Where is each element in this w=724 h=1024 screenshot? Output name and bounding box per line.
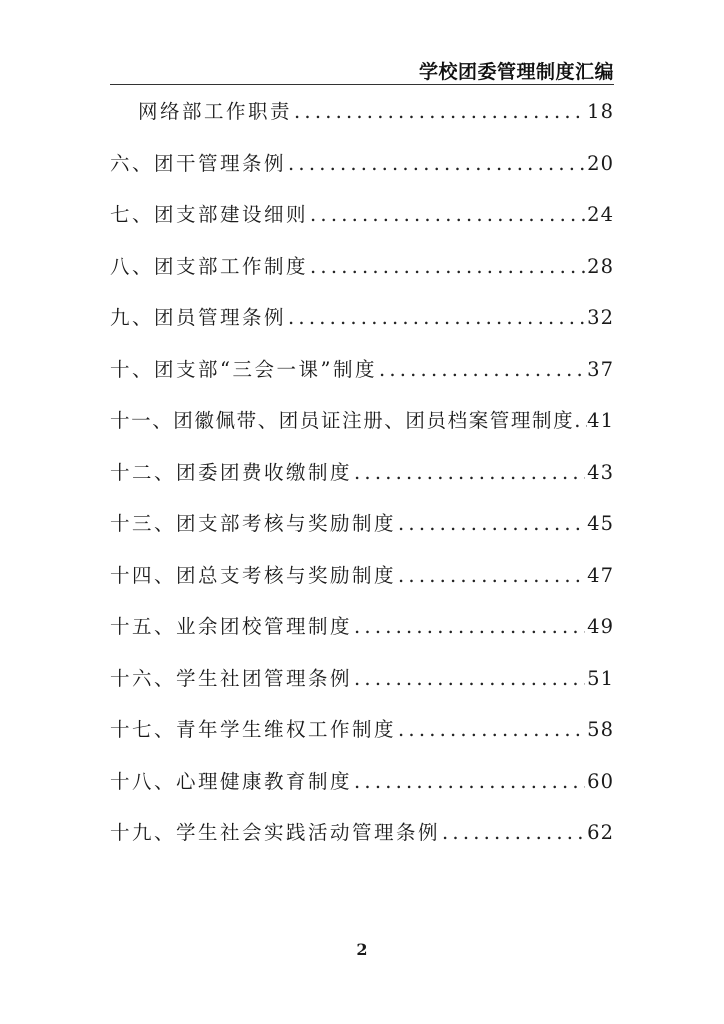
toc-entry-page: 51 <box>587 666 614 690</box>
toc-entry-title: 十八、心理健康教育制度 <box>110 769 353 793</box>
toc-dot-leader <box>310 189 585 241</box>
toc-entry-title: 六、团干管理条例 <box>110 151 287 175</box>
toc-entry-page: 20 <box>587 151 614 175</box>
toc-dot-leader <box>294 86 585 138</box>
toc-entry-page: 60 <box>587 769 614 793</box>
toc-entry[interactable] <box>110 187 614 239</box>
toc-dot-leader <box>354 756 585 808</box>
toc-dot-leader <box>310 241 585 293</box>
toc-entry-page: 24 <box>587 203 614 226</box>
toc-entry[interactable] <box>110 290 614 342</box>
toc-dot-leader <box>398 704 585 756</box>
toc-entry[interactable] <box>110 754 614 806</box>
toc-entry-title: 十七、青年学生维权工作制度 <box>110 718 397 741</box>
toc-dot-leader <box>354 447 585 499</box>
toc-entry[interactable] <box>110 496 614 548</box>
toc-entry-title: 九、团员管理条例 <box>110 306 287 329</box>
toc-entry-title: 十五、业余团校管理制度 <box>110 615 353 638</box>
toc-entry-title: 七、团支部建设细则 <box>110 203 309 226</box>
toc-entry-title: 十六、学生社团管理条例 <box>110 666 353 690</box>
toc-entry-title: 八、团支部工作制度 <box>110 254 309 278</box>
toc-entry[interactable] <box>110 805 614 857</box>
toc-dot-leader <box>442 807 585 859</box>
toc-entry[interactable] <box>110 342 614 394</box>
toc-entry-title: 十二、团委团费收缴制度 <box>110 460 353 484</box>
page-number: 2 <box>356 940 368 959</box>
toc-dot-leader <box>379 344 585 396</box>
toc-dot-leader <box>288 292 585 344</box>
toc-entry[interactable] <box>110 84 614 136</box>
toc-entry-page: 47 <box>587 563 614 587</box>
toc-entry-title: 网络部工作职责 <box>138 100 293 123</box>
toc-dot-leader <box>354 601 585 653</box>
toc-dot-leader <box>398 550 585 602</box>
toc-entry[interactable] <box>110 445 614 497</box>
toc-entry-title: 十四、团总支考核与奖励制度 <box>110 563 397 587</box>
toc-entry-page: 37 <box>587 357 614 381</box>
toc-dot-leader <box>288 138 585 190</box>
toc-entry[interactable] <box>110 651 614 703</box>
toc-entry[interactable] <box>110 599 614 651</box>
toc-entry-page: 18 <box>587 100 614 123</box>
toc-entry[interactable] <box>110 393 614 445</box>
toc-entry-page: 58 <box>587 718 614 741</box>
running-header-title: 学校团委管理制度汇编 <box>418 61 614 83</box>
toc-entry[interactable] <box>110 548 614 600</box>
toc-entry-page: 43 <box>587 460 614 484</box>
toc-entry-title: 十三、团支部考核与奖励制度 <box>110 512 397 535</box>
toc-entry-page: 62 <box>587 821 614 844</box>
toc-entry-title: 十一、团徽佩带、团员证注册、团员档案管理制度 <box>110 409 575 432</box>
toc-dot-leader <box>398 498 585 550</box>
toc-dot-leader <box>574 395 587 447</box>
toc-entry[interactable] <box>110 702 614 754</box>
toc-entry-page: 41 <box>587 409 614 432</box>
toc-entry-page: 49 <box>587 615 614 638</box>
toc-entry-page: 28 <box>587 254 614 278</box>
toc-entry-page: 32 <box>587 306 614 329</box>
toc-entry[interactable] <box>110 239 614 291</box>
toc-entry-title: 十九、学生社会实践活动管理条例 <box>110 821 441 844</box>
toc-entry-title: 十、团支部“三会一课”制度 <box>110 357 377 381</box>
table-of-contents <box>110 84 614 857</box>
toc-entry[interactable] <box>110 136 614 188</box>
toc-dot-leader <box>354 653 585 705</box>
toc-entry-page: 45 <box>587 512 614 535</box>
